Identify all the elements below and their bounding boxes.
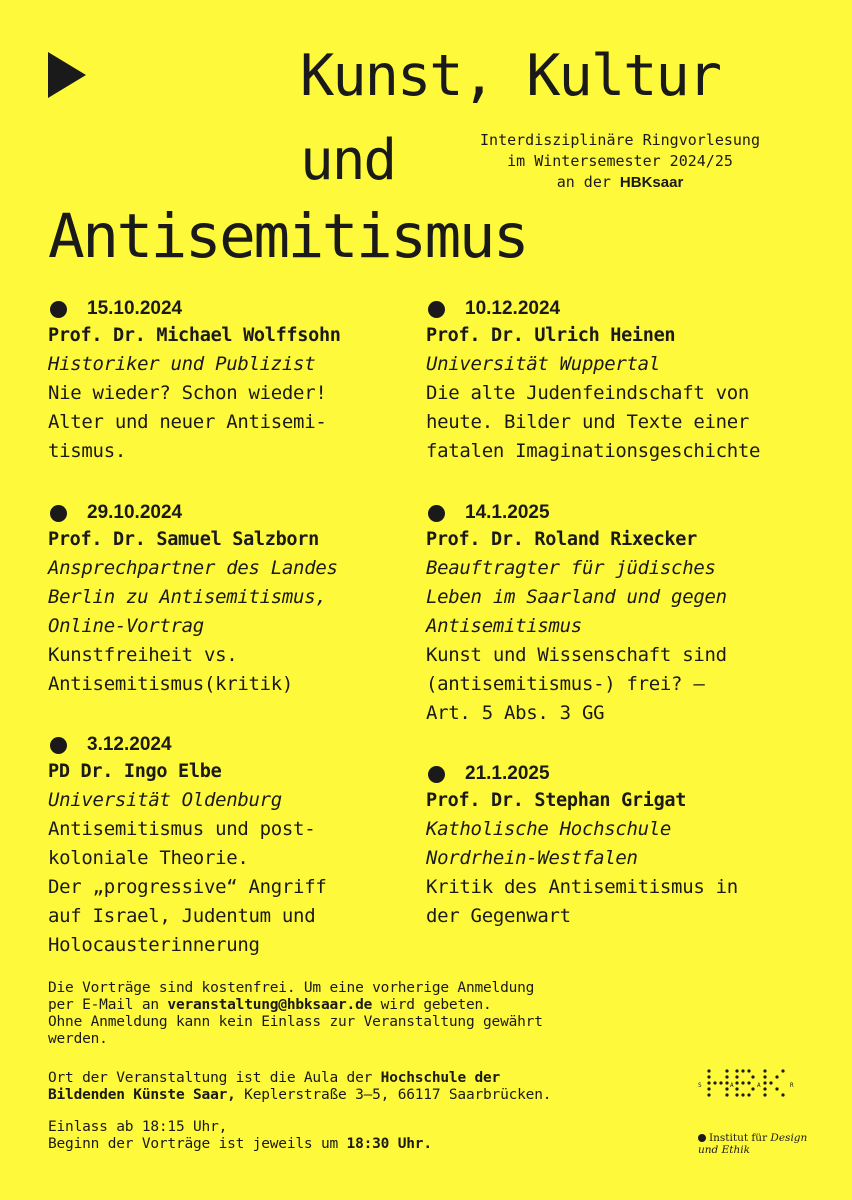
lecture-title: Nie wieder? Schon wieder!	[48, 382, 327, 404]
bullet-dot-icon	[428, 766, 445, 783]
bullet-dot-icon	[50, 505, 67, 522]
subtitle-prefix: an der	[556, 173, 620, 191]
info-text-suffix: wird gebeten.	[372, 997, 492, 1013]
lecture-speaker: Prof. Dr. Stephan Grigat	[426, 790, 687, 811]
lecture-title: fatalen Imaginationsgeschichte	[426, 440, 761, 462]
lecture-date: 21.1.2025	[465, 763, 550, 784]
info-text	[48, 1087, 648, 1104]
lecture-title: Art. 5 Abs. 3 GG	[426, 702, 605, 724]
lecture-date-row	[426, 297, 826, 321]
lecture-title: Kunst und Wissenschaft sind	[426, 644, 727, 666]
lecture-title: Holocausterinnerung	[48, 934, 260, 956]
institute-line-1	[698, 1132, 828, 1144]
title-line-2: und	[300, 128, 396, 193]
lecture-date: 14.1.2025	[465, 502, 550, 523]
lecture-title: heute. Bilder und Texte einer	[426, 411, 750, 433]
lecture-date-row	[48, 297, 448, 321]
lecture-date: 29.10.2024	[87, 502, 183, 523]
info-text	[48, 1136, 648, 1153]
info-text-prefix: per E-Mail an	[48, 997, 168, 1013]
lecture-date-row	[426, 762, 826, 786]
institute-dot-icon	[698, 1134, 706, 1142]
lecture-affiliation: Historiker und Publizist	[48, 353, 316, 375]
lecture-affiliation: Ansprechpartner des Landes	[48, 557, 338, 579]
email-address[interactable]: veranstaltung@hbksaar.de	[167, 997, 373, 1013]
lecture-title: auf Israel, Judentum und	[48, 905, 316, 927]
logo-letter-s: S	[698, 1082, 702, 1089]
venue-address: Keplerstraße 3–5, 66117 Saarbrücken.	[235, 1087, 552, 1103]
lecture-affiliation: Leben im Saarland und gegen	[426, 586, 727, 608]
lecture-title: Antisemitismus(kritik)	[48, 673, 294, 695]
subtitle	[440, 130, 800, 193]
lecture-affiliation: Katholische Hochschule	[426, 818, 672, 840]
venue-name: Hochschule der	[380, 1070, 501, 1086]
info-text: Die Vorträge sind kostenfrei. Um eine vorherige Anmeldung	[48, 980, 535, 996]
logo-letter-r: R	[790, 1082, 794, 1089]
lecture-speaker: Prof. Dr. Roland Rixecker	[426, 529, 697, 550]
lecture-date-row	[48, 501, 448, 525]
info-text: werden.	[48, 1031, 108, 1047]
subtitle-line-3	[440, 172, 800, 193]
subtitle-line-1: Interdisziplinäre Ringvorlesung	[480, 131, 760, 149]
lecture-title: Der „progressive“ Angriff	[48, 876, 327, 898]
lecture-date: 3.12.2024	[87, 734, 172, 755]
venue-info	[48, 1070, 648, 1104]
lecture-affiliation: Universität Wuppertal	[426, 353, 660, 375]
play-icon	[48, 52, 86, 98]
institute-line-2	[698, 1144, 828, 1156]
lecture-title: tismus.	[48, 440, 126, 462]
title-line-3: Antisemitismus	[48, 201, 528, 272]
hbk-logo	[698, 1065, 808, 1109]
info-text-prefix: Ort der Veranstaltung ist die Aula der	[48, 1070, 381, 1086]
info-text	[48, 997, 648, 1014]
bullet-dot-icon	[50, 737, 67, 754]
lecture-title: der Gegenwart	[426, 905, 571, 927]
lecture-2	[48, 501, 448, 699]
subtitle-line-2: im Wintersemester 2024/25	[507, 152, 733, 170]
time-info	[48, 1119, 648, 1153]
lecture-title: Alter und neuer Antisemi-	[48, 411, 327, 433]
bullet-dot-icon	[50, 301, 67, 318]
lecture-affiliation: Nordrhein-Westfalen	[426, 847, 638, 869]
lecture-3	[48, 733, 448, 960]
institute-logo	[698, 1132, 828, 1156]
venue-name: Bildenden Künste Saar,	[48, 1087, 236, 1103]
lecture-speaker: Prof. Dr. Ulrich Heinen	[426, 325, 676, 346]
start-time: 18:30 Uhr.	[346, 1136, 432, 1152]
lecture-title: (antisemitismus-) frei? —	[426, 673, 705, 695]
lecture-speaker: PD Dr. Ingo Elbe	[48, 761, 222, 782]
lecture-title: Kritik des Antisemitismus in	[426, 876, 738, 898]
hbk-dot-matrix-icon	[707, 1069, 784, 1096]
bullet-dot-icon	[428, 301, 445, 318]
lecture-speaker: Prof. Dr. Samuel Salzborn	[48, 529, 319, 550]
title-line-1: Kunst, Kultur	[300, 43, 721, 109]
lecture-affiliation: Berlin zu Antisemitismus,	[48, 586, 327, 608]
bullet-dot-icon	[428, 505, 445, 522]
lecture-title: koloniale Theorie.	[48, 847, 249, 869]
lecture-title: Kunstfreiheit vs.	[48, 644, 238, 666]
lecture-affiliation: Universität Oldenburg	[48, 789, 282, 811]
institute-design: Design	[770, 1132, 808, 1144]
lecture-6	[426, 762, 826, 931]
lecture-1	[48, 297, 448, 466]
lecture-title: Antisemitismus und post-	[48, 818, 316, 840]
info-text: Einlass ab 18:15 Uhr,	[48, 1119, 228, 1135]
lecture-5	[426, 501, 826, 728]
info-text: Ohne Anmeldung kann kein Einlass zur Veranstaltung gewährt	[48, 1014, 543, 1030]
institute-prefix: Institut für	[709, 1132, 771, 1144]
logo-letter-a: A	[730, 1082, 734, 1089]
lecture-date: 15.10.2024	[87, 298, 183, 319]
logo-letter-a: A	[757, 1082, 761, 1089]
lecture-affiliation: Beauftragter für jüdisches	[426, 557, 716, 579]
lecture-title: Die alte Judenfeindschaft von	[426, 382, 750, 404]
lecture-date-row	[426, 501, 826, 525]
institute-ethik: und Ethik	[698, 1144, 750, 1156]
subtitle-institution: HBKsaar	[619, 174, 684, 191]
lecture-date-row	[48, 733, 448, 757]
lecture-date: 10.12.2024	[465, 298, 561, 319]
lecture-speaker: Prof. Dr. Michael Wolffsohn	[48, 325, 341, 346]
lecture-affiliation: Online-Vortrag	[48, 615, 204, 637]
lecture-affiliation: Antisemitismus	[426, 615, 582, 637]
registration-info	[48, 980, 648, 1048]
lecture-4	[426, 297, 826, 466]
info-text	[48, 1070, 648, 1087]
info-text-prefix: Beginn der Vorträge ist jeweils um	[48, 1136, 347, 1152]
